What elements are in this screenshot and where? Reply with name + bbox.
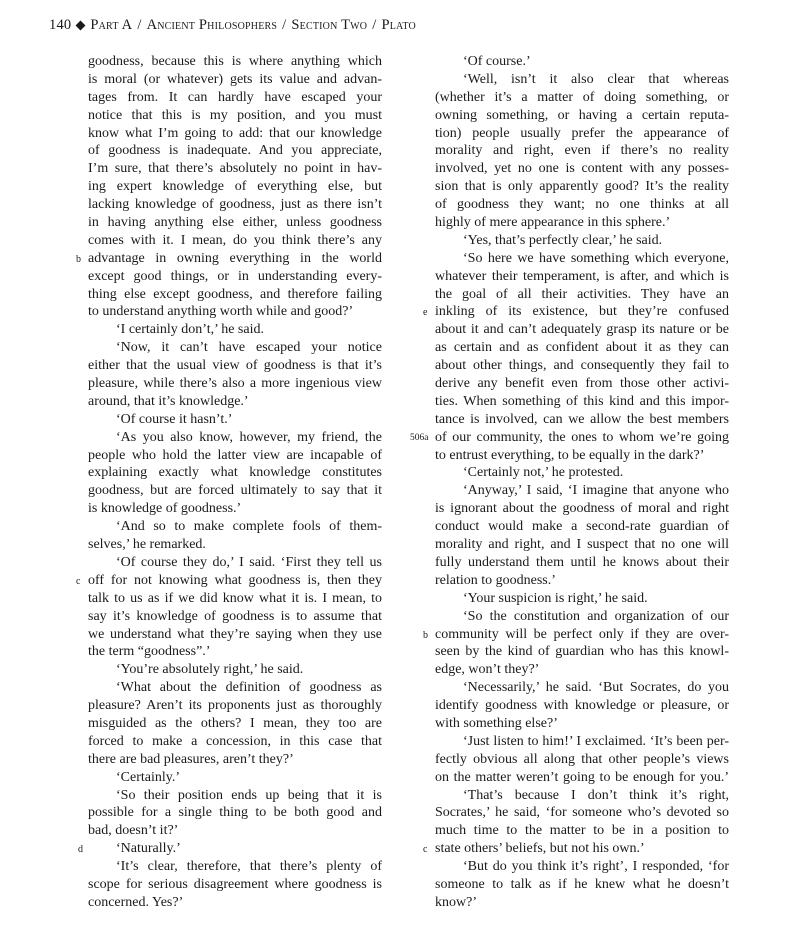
line-text: around, that it’s knowledge.’ bbox=[88, 393, 249, 409]
line-text: edge, won’t they?’ bbox=[435, 662, 540, 678]
line-text: (whether it’s a matter of doing something, or bbox=[435, 89, 729, 105]
line-text: relation to goodness.’ bbox=[435, 572, 556, 588]
line-text: Socrates,’ he said, ‘for someone who’s devoted so bbox=[435, 805, 729, 821]
text-line bbox=[435, 643, 729, 661]
text-line bbox=[88, 178, 382, 196]
page-number: 140 bbox=[49, 17, 72, 33]
header-section: Section Two bbox=[291, 17, 368, 33]
text-line bbox=[88, 643, 382, 661]
header-title: Ancient Philosophers bbox=[146, 17, 278, 33]
text-line bbox=[435, 858, 729, 876]
line-text: talk to us as if we did know what it is. I mean, to bbox=[88, 590, 382, 606]
line-text: ‘Well, isn’t it also clear that whereas bbox=[463, 71, 729, 87]
stephanus-marker: c bbox=[76, 575, 81, 587]
stephanus-marker: d bbox=[78, 844, 83, 856]
text-line bbox=[435, 715, 729, 733]
text-line bbox=[435, 697, 729, 715]
text-line bbox=[88, 89, 382, 107]
line-text: about it and can’t adequately grasp its nature or be bbox=[435, 322, 729, 338]
line-text: ‘Of course it hasn’t.’ bbox=[116, 411, 233, 427]
text-line bbox=[435, 804, 729, 822]
text-line bbox=[435, 500, 729, 518]
line-text: ‘So their position ends up being that it is bbox=[116, 787, 382, 803]
line-text: say it’s knowledge of goodness is to assume that bbox=[88, 608, 382, 624]
line-text: concerned. Yes?’ bbox=[88, 894, 184, 910]
line-text: the goal of all their activities. They have an bbox=[435, 286, 729, 302]
line-text: in having anything else either, unless goodness bbox=[88, 215, 382, 231]
line-text: possible for a single thing to be both good and bbox=[88, 805, 382, 821]
line-text: ‘So the constitution and organization of our bbox=[463, 608, 729, 624]
line-text: thing else except goodness, and therefore failing bbox=[88, 286, 382, 302]
line-text: to entrust everything, to be equally in the dark?’ bbox=[435, 447, 705, 463]
text-line bbox=[435, 608, 729, 626]
line-text: ‘That’s because I don’t think it’s right, bbox=[463, 787, 729, 803]
text-line bbox=[88, 608, 382, 626]
line-text: sion that is only apparently good? It’s the reality bbox=[435, 179, 729, 195]
text-line bbox=[435, 125, 729, 143]
text-line bbox=[88, 125, 382, 143]
text-line bbox=[88, 787, 382, 805]
text-line bbox=[435, 232, 729, 250]
line-text: ‘I certainly don’t,’ he said. bbox=[116, 322, 264, 338]
line-text: goodness, but are forced ultimately to say that it bbox=[88, 483, 382, 499]
line-text: ‘Naturally.’ bbox=[116, 841, 181, 857]
line-text: know?’ bbox=[435, 894, 477, 910]
line-text: highly of mere appearance in this sphere.’ bbox=[435, 215, 671, 231]
text-line bbox=[88, 590, 382, 608]
text-line bbox=[435, 787, 729, 805]
stephanus-marker: b bbox=[76, 253, 81, 265]
line-text: pleasure, while there’s also a more ingenious view bbox=[88, 376, 382, 392]
text-line bbox=[88, 536, 382, 554]
text-line bbox=[435, 572, 729, 590]
text-line bbox=[88, 429, 382, 447]
line-text: of our community, the ones to whom we’re going bbox=[435, 429, 729, 445]
text-line bbox=[88, 858, 382, 876]
line-text: ‘What about the definition of goodness as bbox=[116, 680, 382, 696]
text-line bbox=[435, 554, 729, 572]
text-line bbox=[88, 196, 382, 214]
text-line bbox=[435, 286, 729, 304]
line-text: on the matter weren’t going to be enough for you.’ bbox=[435, 769, 729, 785]
line-text: either that the usual view of goodness is that it’s bbox=[88, 358, 382, 374]
text-line bbox=[435, 142, 729, 160]
header-author: Plato bbox=[381, 17, 416, 33]
line-text: state others’ beliefs, but not his own.’ bbox=[435, 841, 645, 857]
line-text: off for not knowing what goodness is, then they bbox=[88, 572, 382, 588]
line-text: of goodness is inadequate. And you appreciate, bbox=[88, 143, 382, 159]
line-text: comes with it. I mean, do you think there’s any bbox=[88, 232, 382, 248]
text-line bbox=[435, 250, 729, 268]
line-text: ‘Certainly.’ bbox=[116, 769, 181, 785]
line-text: bad, doesn’t it?’ bbox=[88, 823, 179, 839]
line-text: lacking knowledge of goodness, just as there isn’t bbox=[88, 197, 382, 213]
text-line bbox=[88, 804, 382, 822]
text-line bbox=[435, 482, 729, 500]
text-line bbox=[88, 715, 382, 733]
text-line bbox=[88, 626, 382, 644]
text-line bbox=[435, 339, 729, 357]
line-text: to understand anything worth while and good?’ bbox=[88, 304, 354, 320]
text-line bbox=[88, 375, 382, 393]
line-text: ‘But do you think it’s right’, I responded, ‘for bbox=[463, 859, 729, 875]
header-separator: / bbox=[372, 17, 377, 33]
line-text: ties. When something of this kind and this impor- bbox=[435, 393, 729, 409]
line-text: advantage in owning everything in the world bbox=[88, 250, 382, 266]
text-line bbox=[88, 751, 382, 769]
line-text: ‘Certainly not,’ he protested. bbox=[463, 465, 624, 481]
text-line bbox=[88, 393, 382, 411]
text-line bbox=[435, 160, 729, 178]
text-line bbox=[88, 286, 382, 304]
text-line bbox=[435, 411, 729, 429]
text-line bbox=[435, 822, 729, 840]
line-text: much time to the matter to be in a position to bbox=[435, 823, 729, 839]
line-text: fectly obvious all along that other people’s views bbox=[435, 751, 729, 767]
text-line bbox=[435, 393, 729, 411]
text-line bbox=[435, 357, 729, 375]
line-text: selves,’ he remarked. bbox=[88, 537, 206, 553]
text-line bbox=[88, 679, 382, 697]
line-text: notice that this is my position, and you must bbox=[88, 107, 382, 123]
running-header bbox=[49, 17, 416, 34]
text-line bbox=[88, 411, 382, 429]
line-text: misguided as the others? I mean, they too are bbox=[88, 715, 382, 731]
right-text-column bbox=[410, 53, 729, 912]
line-text: tance is involved, can we allow the best members bbox=[435, 411, 729, 427]
line-text: know what I’m going to add: that our knowledge bbox=[88, 125, 382, 141]
line-text: pleasure? Aren’t its proponents just as thoroughly bbox=[88, 698, 382, 714]
text-line bbox=[88, 160, 382, 178]
left-text-column bbox=[76, 53, 382, 912]
line-text: involved, yet no one is content with any posses- bbox=[435, 161, 729, 177]
text-line bbox=[435, 89, 729, 107]
line-text: as certain and as confident about it as they can bbox=[435, 340, 729, 356]
text-line bbox=[88, 894, 382, 912]
line-text: ‘Of course.’ bbox=[463, 54, 531, 69]
text-line bbox=[435, 464, 729, 482]
line-text: I’m sure, that there’s absolutely no point in hav- bbox=[88, 161, 382, 177]
text-line bbox=[435, 196, 729, 214]
text-line bbox=[435, 321, 729, 339]
text-line bbox=[88, 447, 382, 465]
text-line bbox=[435, 214, 729, 232]
text-line bbox=[435, 447, 729, 465]
text-line bbox=[88, 357, 382, 375]
stephanus-marker: c bbox=[423, 844, 428, 856]
text-line bbox=[88, 142, 382, 160]
text-line bbox=[88, 733, 382, 751]
line-text: ‘It’s clear, therefore, that there’s plenty of bbox=[116, 859, 382, 875]
line-text: ing expert knowledge of everything else, but bbox=[88, 179, 382, 195]
line-text: ‘Necessarily,’ he said. ‘But Socrates, do you bbox=[463, 680, 729, 696]
line-text: ‘Yes, that’s perfectly clear,’ he said. bbox=[463, 232, 663, 248]
line-text: tion) people usually prefer the appearance of bbox=[435, 125, 729, 141]
line-text: tages from. It can hardly have escaped your bbox=[88, 89, 382, 105]
text-line bbox=[435, 268, 729, 286]
line-text: forced to make a concession, in this case that bbox=[88, 733, 382, 749]
line-text: ‘Of course they do,’ I said. ‘First they tell us bbox=[116, 554, 382, 570]
line-text: whatever their temperament, is after, and which is bbox=[435, 268, 729, 284]
text-line bbox=[76, 572, 382, 590]
line-text: conduct would make a second-rate guardian of bbox=[435, 519, 729, 535]
line-text: we understand what they’re saying when they use bbox=[88, 626, 382, 642]
line-text: inkling of its existence, but they’re confused bbox=[435, 304, 729, 320]
line-text: the term “goodness”.’ bbox=[88, 644, 211, 660]
text-line bbox=[435, 661, 729, 679]
line-text: fully understand them until he knows about their bbox=[435, 554, 729, 570]
text-line bbox=[88, 661, 382, 679]
text-line bbox=[88, 339, 382, 357]
line-text: goodness, because this is where anything which bbox=[88, 54, 382, 69]
line-text: ‘Your suspicion is right,’ he said. bbox=[463, 590, 648, 606]
line-text: identify goodness with knowledge or pleasure, or bbox=[435, 698, 729, 714]
text-line bbox=[435, 107, 729, 125]
text-line bbox=[435, 518, 729, 536]
text-line bbox=[423, 303, 729, 321]
stephanus-marker: b bbox=[423, 629, 428, 641]
line-text: explaining exactly what knowledge constitutes bbox=[88, 465, 382, 481]
text-line bbox=[435, 590, 729, 608]
text-line bbox=[88, 232, 382, 250]
line-text: someone to talk as if he knew what he doesn’t bbox=[435, 876, 729, 892]
line-text: is knowledge of goodness.’ bbox=[88, 501, 242, 517]
line-text: about other things, and consequently they fail to bbox=[435, 358, 729, 374]
text-line bbox=[88, 214, 382, 232]
line-text: ‘Anyway,’ I said, ‘I imagine that anyone who bbox=[463, 483, 729, 499]
text-line bbox=[410, 429, 729, 447]
header-part: Part A bbox=[90, 17, 133, 33]
text-line bbox=[435, 53, 729, 71]
text-line bbox=[435, 375, 729, 393]
line-text: is ignorant about the goodness of moral and right bbox=[435, 501, 729, 517]
text-line bbox=[435, 733, 729, 751]
text-line bbox=[435, 769, 729, 787]
text-line bbox=[88, 482, 382, 500]
line-text: ‘So here we have something which everyone, bbox=[463, 250, 729, 266]
header-separator: / bbox=[282, 17, 287, 33]
line-text: people who hold the latter view are incapable of bbox=[88, 447, 382, 463]
diamond-ornament-icon bbox=[76, 20, 86, 30]
text-line bbox=[88, 464, 382, 482]
line-text: scope for serious disagreement where goodness is bbox=[88, 876, 382, 892]
text-line bbox=[88, 876, 382, 894]
text-line bbox=[88, 53, 382, 71]
text-line bbox=[88, 321, 382, 339]
line-text: seen by the kind of guardian who has this knowl- bbox=[435, 644, 729, 660]
stephanus-marker: e bbox=[423, 307, 428, 319]
text-line bbox=[88, 554, 382, 572]
text-line bbox=[78, 840, 382, 858]
line-text: except good things, or in understanding every- bbox=[88, 268, 382, 284]
line-text: ‘Now, it can’t have escaped your notice bbox=[116, 340, 382, 356]
text-line bbox=[88, 500, 382, 518]
text-line bbox=[88, 303, 382, 321]
line-text: morality and right, and I suspect that no one will bbox=[435, 537, 729, 553]
text-line bbox=[435, 894, 729, 912]
header-separator: / bbox=[137, 17, 142, 33]
text-line bbox=[423, 840, 729, 858]
line-text: morality and right, even if there’s no reality bbox=[435, 143, 729, 159]
line-text: ‘Just listen to him!’ I exclaimed. ‘It’s been per- bbox=[463, 733, 729, 749]
line-text: is moral (or whatever) gets its value and advan- bbox=[88, 71, 382, 87]
text-line bbox=[88, 697, 382, 715]
text-line bbox=[88, 107, 382, 125]
stephanus-marker: 506a bbox=[410, 432, 429, 443]
text-line bbox=[435, 71, 729, 89]
text-line bbox=[435, 679, 729, 697]
text-line bbox=[88, 518, 382, 536]
text-line bbox=[88, 822, 382, 840]
text-line bbox=[88, 268, 382, 286]
line-text: derive any benefit even from those other activi- bbox=[435, 376, 729, 392]
text-line bbox=[88, 769, 382, 787]
line-text: community will be perfect only if they are over- bbox=[435, 626, 729, 642]
line-text: with something else?’ bbox=[435, 715, 558, 731]
text-line bbox=[435, 536, 729, 554]
line-text: ‘And so to make complete fools of them- bbox=[116, 519, 382, 535]
line-text: of goodness they want; no one thinks at all bbox=[435, 197, 729, 213]
text-line bbox=[435, 751, 729, 769]
line-text: there are bad pleasures, aren’t they?’ bbox=[88, 751, 294, 767]
line-text: owning something, or having a certain reputa- bbox=[435, 107, 729, 123]
text-line bbox=[76, 250, 382, 268]
text-line bbox=[435, 876, 729, 894]
line-text: ‘You’re absolutely right,’ he said. bbox=[116, 662, 304, 678]
text-line bbox=[423, 626, 729, 644]
text-line bbox=[435, 178, 729, 196]
line-text: ‘As you also know, however, my friend, the bbox=[116, 429, 382, 445]
text-line bbox=[88, 71, 382, 89]
